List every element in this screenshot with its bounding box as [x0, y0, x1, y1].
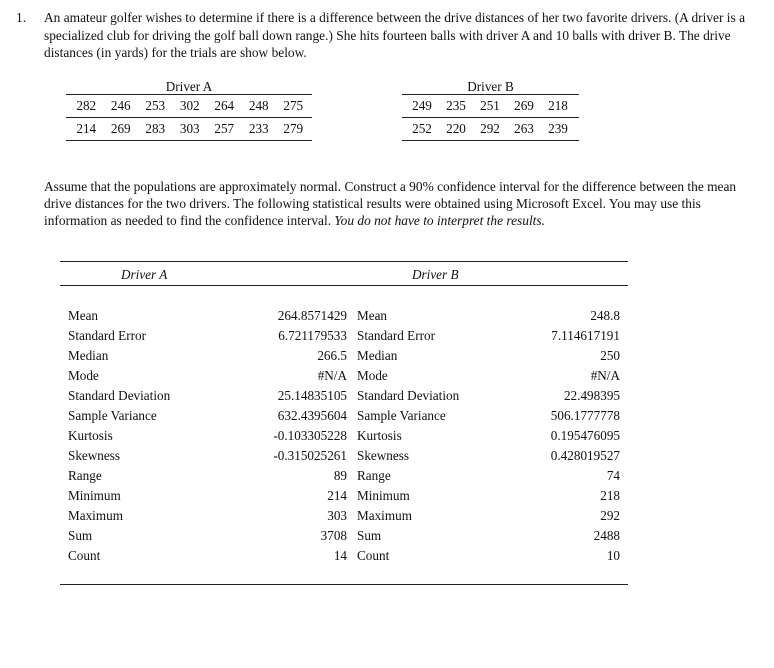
stats-row — [60, 386, 628, 406]
stat-label-a: Range — [68, 468, 102, 483]
data-table-cell: 303 — [179, 121, 200, 136]
stats-top-rule — [60, 261, 628, 262]
data-table-cell: 220 — [446, 121, 466, 136]
stat-label-a: Maximum — [68, 508, 123, 523]
data-table-cell: 279 — [283, 121, 304, 136]
stats-row — [60, 506, 628, 526]
stat-label-b: Standard Error — [357, 328, 435, 343]
stat-label-a: Median — [68, 348, 109, 363]
stat-value-b: 0.195476095 — [550, 428, 620, 443]
data-table-cell: 218 — [548, 98, 568, 113]
stats-row — [60, 486, 628, 506]
stat-value-b: 506.1777778 — [550, 408, 620, 423]
stats-row — [60, 466, 628, 486]
data-table-cell: 253 — [145, 98, 166, 113]
stats-row — [60, 366, 628, 386]
stat-value-b: 2488 — [593, 528, 620, 543]
stats-row — [60, 346, 628, 366]
data-table-row — [402, 117, 579, 141]
stat-label-a: Count — [68, 548, 101, 563]
stats-row — [60, 306, 628, 326]
driver-a-data-table — [66, 80, 312, 141]
driver-b-table-title: Driver B — [467, 79, 514, 94]
stat-value-a: 632.4395604 — [277, 408, 347, 423]
stat-value-a: 266.5 — [317, 348, 347, 363]
stat-value-b: 7.114617191 — [551, 328, 620, 343]
stat-value-a: 6.721179533 — [278, 328, 347, 343]
data-table-cell: 264 — [214, 98, 235, 113]
stat-label-a: Standard Deviation — [68, 388, 171, 403]
data-table-cell: 257 — [214, 121, 235, 136]
stats-rows — [60, 306, 628, 566]
stats-bottom-rule — [60, 584, 628, 585]
data-table-cell: 239 — [548, 121, 568, 136]
stats-row — [60, 326, 628, 346]
stat-label-b: Kurtosis — [357, 428, 402, 443]
data-table-cell: 282 — [76, 98, 97, 113]
data-table-cell: 235 — [446, 98, 466, 113]
stat-label-a: Sum — [68, 528, 93, 543]
stat-value-a: 264.8571429 — [277, 308, 347, 323]
stat-label-b: Maximum — [357, 508, 412, 523]
stat-label-a: Minimum — [68, 488, 121, 503]
stat-value-b: 248.8 — [590, 308, 620, 323]
stat-label-b: Median — [357, 348, 398, 363]
stats-row — [60, 546, 628, 566]
stat-value-a: 25.14835105 — [277, 388, 347, 403]
stat-label-a: Mode — [68, 368, 99, 383]
data-table-cell: 269 — [514, 98, 534, 113]
data-table-row — [402, 94, 579, 117]
driver-b-table-rows — [402, 94, 579, 141]
data-table-cell: 275 — [283, 98, 304, 113]
data-table-cell: 283 — [145, 121, 166, 136]
stat-label-a: Kurtosis — [68, 428, 113, 443]
driver-a-table-rows — [66, 94, 312, 141]
data-table-cell: 214 — [76, 121, 97, 136]
stat-value-b: 218 — [600, 488, 620, 503]
instructions-text: Assume that the populations are approximately normal. Construct a 90% confidence interval for the difference between the mean drive distances for the two drivers. The following statistical results were obtained using Microsoft Excel. You may use this information as needed to find the confidence interval. — [44, 179, 737, 228]
stat-value-b: 10 — [606, 548, 620, 563]
data-table-cell: 246 — [110, 98, 131, 113]
stat-value-a: #N/A — [317, 368, 347, 383]
stat-value-b: 292 — [600, 508, 620, 523]
stat-value-a: -0.315025261 — [273, 448, 347, 463]
stat-label-b: Standard Deviation — [357, 388, 460, 403]
data-table-row — [66, 117, 312, 141]
data-table-cell: 251 — [480, 98, 500, 113]
stats-row — [60, 526, 628, 546]
data-table-cell: 269 — [110, 121, 131, 136]
stat-value-b: 0.428019527 — [550, 448, 620, 463]
stat-value-a: 3708 — [320, 528, 347, 543]
stats-header-rule — [60, 285, 628, 286]
stat-label-a: Standard Error — [68, 328, 146, 343]
data-table-row — [66, 94, 312, 117]
stat-value-a: 89 — [333, 468, 347, 483]
stat-value-b: #N/A — [590, 368, 620, 383]
stat-label-a: Mean — [68, 308, 99, 323]
stats-row — [60, 406, 628, 426]
stat-label-b: Sum — [357, 528, 382, 543]
question-block — [16, 9, 756, 62]
data-table-cell: 233 — [248, 121, 269, 136]
stats-row — [60, 446, 628, 466]
descriptive-statistics-table — [60, 261, 628, 585]
stat-label-b: Skewness — [357, 448, 410, 463]
stat-value-a: 14 — [333, 548, 347, 563]
question-number: 1. — [16, 10, 27, 25]
stat-label-a: Skewness — [68, 448, 121, 463]
stat-value-b: 22.498395 — [563, 388, 620, 403]
stat-label-b: Range — [357, 468, 391, 483]
question-text: An amateur golfer wishes to determine if there is a difference between the drive distances of her two favorite drivers. (A driver is a specialized club for driving the golf ball down range.) She hits fourteen balls with driver A and 10 balls with driver B. The drive distances (in yards) for the trials are show below. — [44, 10, 746, 60]
stat-value-a: 303 — [327, 508, 347, 523]
data-table-cell: 302 — [179, 98, 200, 113]
data-table-cell: 252 — [412, 121, 432, 136]
stat-value-b: 250 — [600, 348, 620, 363]
data-table-cell: 263 — [514, 121, 534, 136]
data-table-cell: 292 — [480, 121, 500, 136]
data-table-cell: 249 — [412, 98, 432, 113]
stats-header-driver-a: Driver A — [121, 267, 168, 282]
driver-a-table-title: Driver A — [165, 79, 213, 94]
stat-value-b: 74 — [606, 468, 620, 483]
driver-b-data-table — [402, 80, 579, 141]
stat-label-b: Count — [357, 548, 390, 563]
data-table-cell: 248 — [248, 98, 269, 113]
instructions-paragraph — [44, 178, 744, 229]
stats-header-driver-b: Driver B — [412, 267, 459, 282]
stat-label-a: Sample Variance — [68, 408, 157, 423]
instructions-italic-note: You do not have to interpret the results. — [334, 213, 545, 228]
stat-label-b: Sample Variance — [357, 408, 446, 423]
stats-row — [60, 426, 628, 446]
stat-label-b: Mean — [357, 308, 388, 323]
stat-value-a: -0.103305228 — [273, 428, 347, 443]
stat-value-a: 214 — [327, 488, 347, 503]
stat-label-b: Mode — [357, 368, 388, 383]
stat-label-b: Minimum — [357, 488, 410, 503]
